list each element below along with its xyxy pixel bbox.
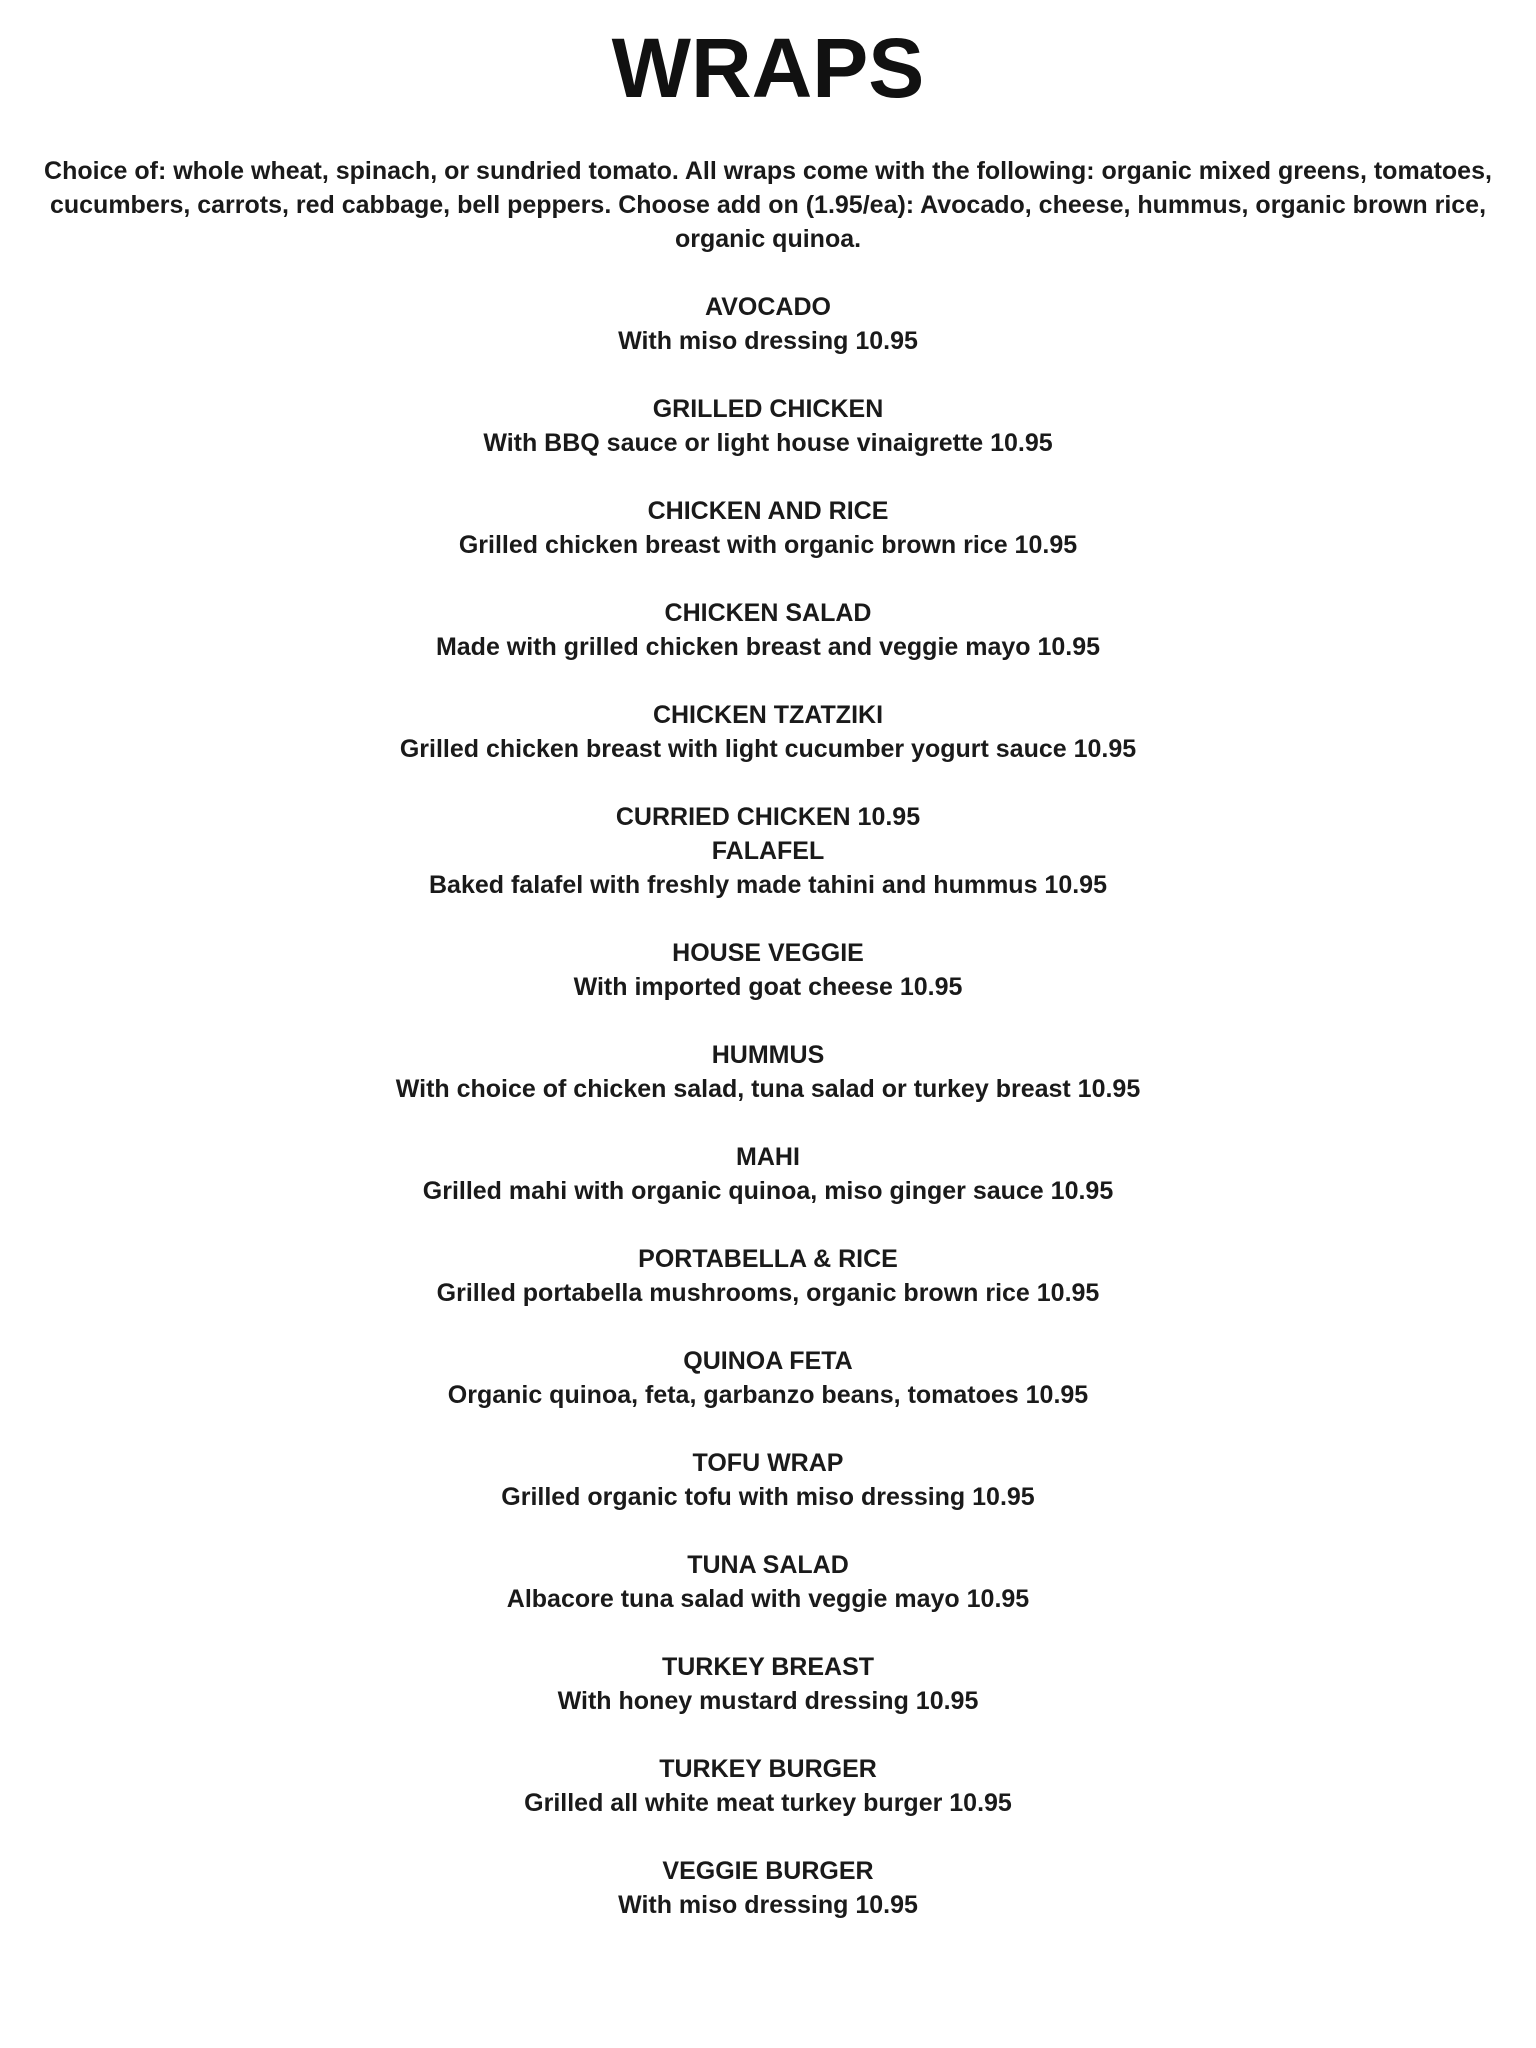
menu-item-name: CURRIED CHICKEN 10.95: [615, 803, 921, 831]
menu-item-description: With imported goat cheese 10.95: [573, 973, 963, 1001]
menu-item-description: Grilled organic tofu with miso dressing 10.95: [501, 1483, 1035, 1511]
menu-item-name: CHICKEN TZATZIKI: [652, 701, 884, 729]
menu-item-name: HUMMUS: [711, 1041, 825, 1069]
menu-item: [0, 1650, 1536, 1718]
menu-item-description: Grilled all white meat turkey burger 10.95: [524, 1789, 1012, 1817]
menu-item: [0, 936, 1536, 1004]
menu-item: [0, 596, 1536, 664]
menu-item-name: FALAFEL: [711, 837, 825, 865]
menu-item: [0, 494, 1536, 562]
menu-item: [0, 834, 1536, 902]
menu-item-description: Grilled chicken breast with organic brown rice 10.95: [458, 531, 1078, 559]
menu-item-description: Albacore tuna salad with veggie mayo 10.95: [506, 1585, 1030, 1613]
menu-item-name: PORTABELLA & RICE: [638, 1245, 898, 1273]
menu-item: [0, 1446, 1536, 1514]
menu-item-description: With honey mustard dressing 10.95: [557, 1687, 979, 1715]
menu-item-name: AVOCADO: [705, 293, 831, 321]
menu-item-name: VEGGIE BURGER: [662, 1857, 874, 1885]
menu-item: [0, 392, 1536, 460]
menu-item: [0, 1140, 1536, 1208]
menu-item-description: Grilled mahi with organic quinoa, miso ginger sauce 10.95: [422, 1177, 1114, 1205]
menu-item-name: TOFU WRAP: [692, 1449, 844, 1477]
menu-item-name: TURKEY BREAST: [661, 1653, 875, 1681]
menu-item-name: HOUSE VEGGIE: [672, 939, 864, 967]
menu-item-description: With choice of chicken salad, tuna salad or turkey breast 10.95: [395, 1075, 1141, 1103]
menu-item: [0, 800, 1536, 834]
menu-item-description: With BBQ sauce or light house vinaigrette 10.95: [483, 429, 1053, 457]
menu-item-description: Baked falafel with freshly made tahini and hummus 10.95: [429, 871, 1107, 899]
menu-item-description: Grilled portabella mushrooms, organic brown rice 10.95: [436, 1279, 1100, 1307]
menu-item-name: TUNA SALAD: [687, 1551, 849, 1579]
menu-item: [0, 1344, 1536, 1412]
menu-item-name: TURKEY BURGER: [659, 1755, 877, 1783]
menu-item: [0, 290, 1536, 358]
menu-item-description: Organic quinoa, feta, garbanzo beans, tomatoes 10.95: [447, 1381, 1089, 1409]
menu-item-description: With miso dressing 10.95: [618, 327, 918, 355]
menu-item: [0, 1752, 1536, 1820]
menu-item: [0, 1854, 1536, 1922]
menu-item: [0, 1548, 1536, 1616]
menu-item-name: MAHI: [736, 1143, 800, 1171]
menu-item-name: CHICKEN SALAD: [664, 599, 872, 627]
menu-intro: Choice of: whole wheat, spinach, or sundried tomato. All wraps come with the following: organic mixed greens, tomatoes, cucumbers, carrots, red cabbage, bell peppers. Choose add on (1.95/ea): Avocado, cheese, hummus, organic brown rice, organic quinoa.: [44, 157, 1492, 253]
menu-item-name: CHICKEN AND RICE: [647, 497, 889, 525]
menu-item-description: With miso dressing 10.95: [618, 1891, 918, 1919]
menu-item: [0, 1038, 1536, 1106]
menu-item: [0, 1242, 1536, 1310]
menu-item-description: Made with grilled chicken breast and veggie mayo 10.95: [435, 633, 1101, 661]
menu-items-list: [0, 290, 1536, 1922]
menu-item: [0, 698, 1536, 766]
menu-item-name: QUINOA FETA: [683, 1347, 853, 1375]
menu-item-description: Grilled chicken breast with light cucumber yogurt sauce 10.95: [399, 735, 1137, 763]
menu-item-name: GRILLED CHICKEN: [652, 395, 884, 423]
menu-title: WRAPS: [611, 21, 925, 115]
